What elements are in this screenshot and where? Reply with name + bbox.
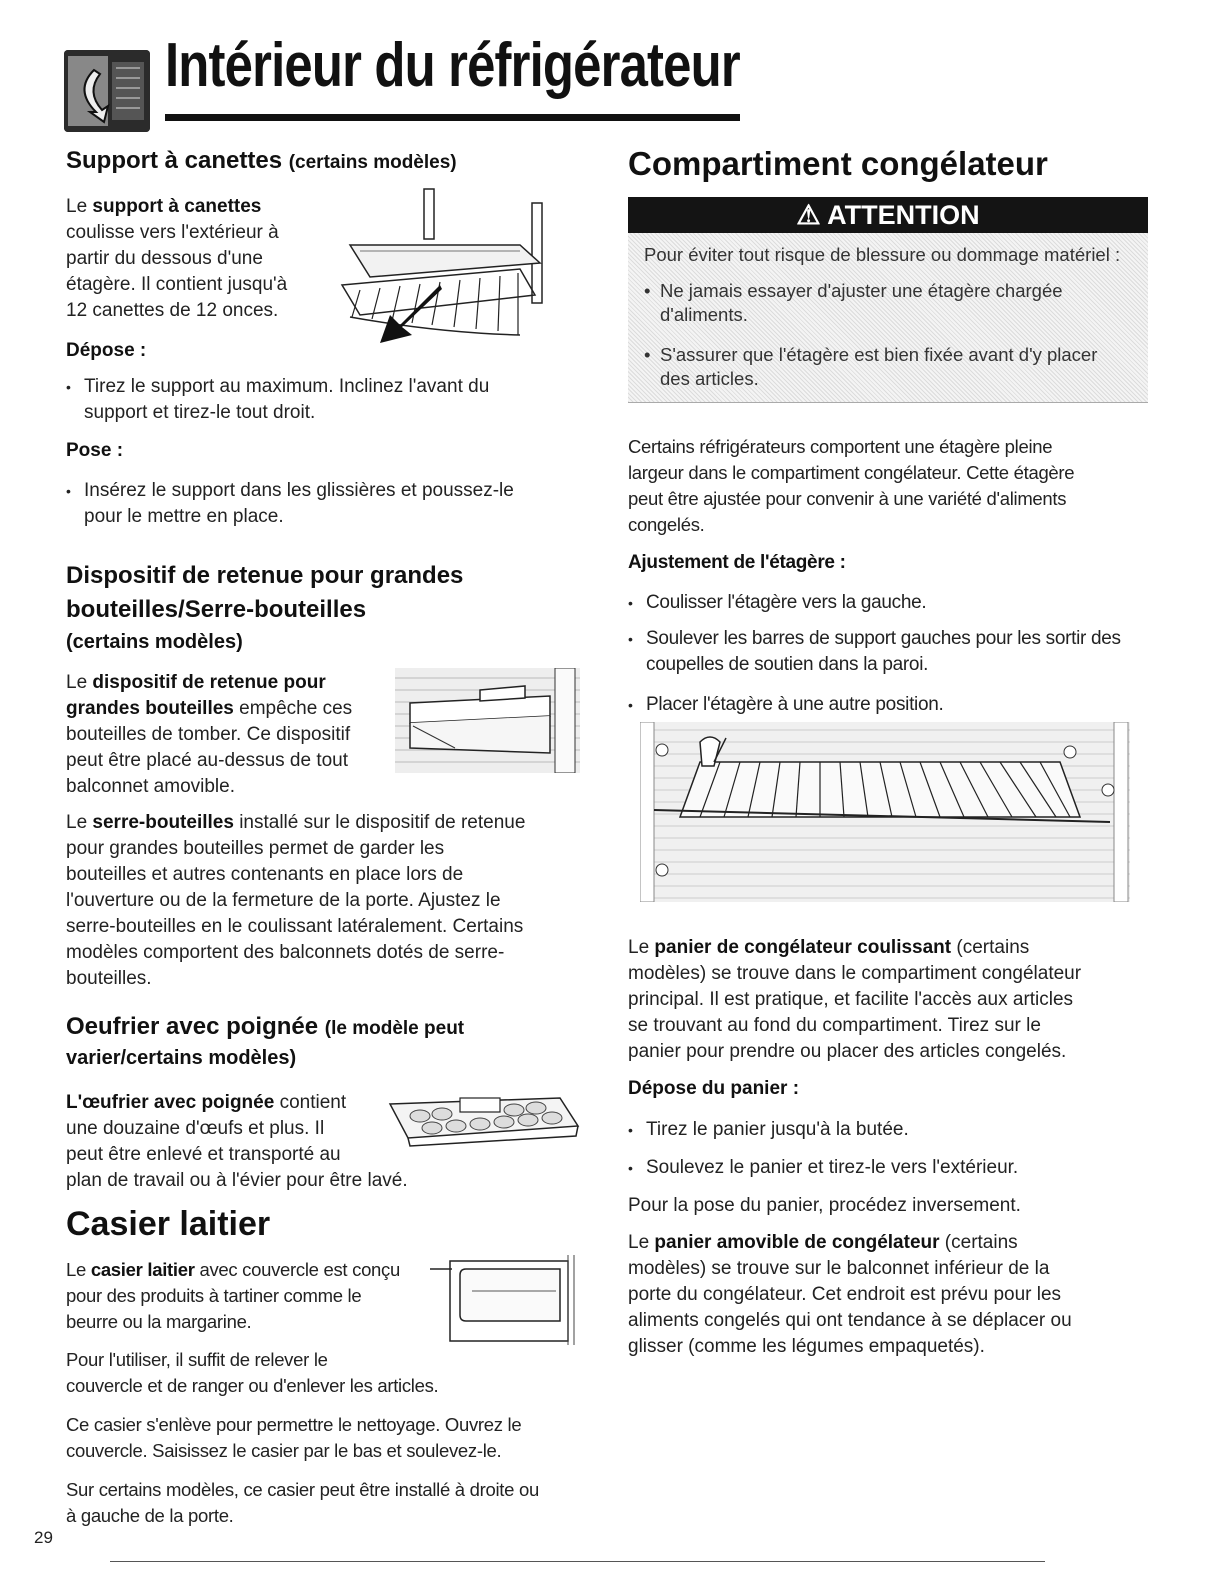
- bullet-line: S'assurer que l'étagère est bien fixée avant d'y placer: [660, 344, 1098, 365]
- dairy-p4: [66, 1477, 586, 1529]
- para-line: peut être enlevé et transporté au: [66, 1144, 341, 1165]
- shelf-adjust-bullet-2: [628, 626, 1148, 678]
- can-rack-intro-prefix: Le: [66, 196, 93, 217]
- attention-intro: Pour éviter tout risque de blessure ou dommage matériel :: [644, 244, 1121, 265]
- para-line: largeur dans le compartiment congélateur. Cette étagère: [628, 462, 1075, 483]
- can-rack-heading: [66, 147, 457, 175]
- text-rest: installé sur le dispositif de retenue: [233, 812, 526, 833]
- para-line: l'ouverture ou de la fermeture de la porte. Ajustez le: [66, 890, 501, 911]
- para-line: serre-bouteilles en le coulissant latéralement. Certains: [66, 916, 524, 937]
- dairy-p3: [66, 1412, 586, 1464]
- sliding-basket-text: [628, 935, 1148, 1065]
- section-icon: [64, 50, 150, 132]
- bullet-line: • Tirez le support au maximum. Inclinez l'avant du: [84, 376, 490, 397]
- shelf-adjust-title: Ajustement de l'étagère :: [628, 552, 846, 573]
- can-rack-intro-line: coulisse vers l'extérieur à: [66, 222, 279, 243]
- para-line: balconnet amovible.: [66, 776, 235, 797]
- para-line: Ce casier s'enlève pour permettre le nettoyage. Ouvrez le: [66, 1414, 522, 1435]
- para-line: Pour l'utiliser, il suffit de relever le: [66, 1349, 328, 1370]
- bold-term: dispositif de retenue pour: [92, 672, 326, 693]
- para-line: bouteilles de tomber. Ce dispositif: [66, 724, 351, 745]
- text-prefix: Le: [628, 937, 655, 958]
- text-prefix: Le: [66, 1259, 91, 1280]
- text-prefix: Le: [628, 1232, 655, 1253]
- para-line: se trouvant au fond du compartiment. Tirez sur le: [628, 1015, 1041, 1036]
- para-line: pour grandes bouteilles permet de garder les: [66, 838, 445, 859]
- egg-tray-heading-note-2: varier/certains modèles): [66, 1047, 297, 1069]
- para-line: peut être placé au-dessus de tout: [66, 750, 349, 771]
- egg-tray-illustration: [380, 1090, 580, 1148]
- bullet-line: • Soulever les barres de support gauches pour les sortir des: [646, 628, 1121, 649]
- bullet-line: pour le mettre en place.: [84, 506, 284, 527]
- shelf-adjust-bullet-1: • Coulisser l'étagère vers la gauche.: [628, 590, 1148, 616]
- door-basket-text: [628, 1230, 1148, 1360]
- para-line: glisser (comme les légumes empaquetés).: [628, 1336, 985, 1357]
- para-line: modèles) se trouve sur le balconnet inférieur de la: [628, 1258, 1050, 1279]
- dairy-illustration: [430, 1255, 580, 1345]
- basket-remove-title: Dépose du panier :: [628, 1078, 800, 1099]
- text-prefix: Le: [66, 812, 93, 833]
- text-rest: avec couvercle est conçu: [194, 1259, 400, 1280]
- para-line: bouteilles et autres contenants en place lors de: [66, 864, 464, 885]
- basket-remove-bullet-1: • Tirez le panier jusqu'à la butée.: [628, 1117, 1148, 1143]
- dairy-p1: [66, 1257, 446, 1335]
- para-line: couvercle. Saisissez le casier par le bas et soulevez-le.: [66, 1440, 502, 1461]
- text-rest: contient: [274, 1092, 347, 1113]
- can-rack-install-bullet: [66, 478, 566, 530]
- basket-remove-bullet-2: • Soulevez le panier et tirez-le vers l'extérieur.: [628, 1155, 1148, 1181]
- bullet-line: d'aliments.: [660, 304, 748, 325]
- footer-rule: [110, 1561, 1045, 1562]
- can-rack-intro: [66, 194, 316, 324]
- attention-label: ATTENTION: [827, 200, 980, 230]
- para-line: modèles) se trouve dans le compartiment congélateur: [628, 963, 1082, 984]
- egg-tray-heading: [66, 1013, 464, 1041]
- egg-tray-heading-note: (le modèle peut: [324, 1018, 465, 1039]
- bullet-line: support et tirez-le tout droit.: [84, 402, 316, 423]
- para-line: Certains réfrigérateurs comportent une étagère pleine: [628, 436, 1053, 457]
- shelf-adjust-bullet-3: • Placer l'étagère à une autre position.: [628, 692, 1148, 718]
- freezer-heading: Compartiment congélateur: [628, 145, 1048, 182]
- para-line: Sur certains modèles, ce casier peut être installé à droite ou: [66, 1479, 539, 1500]
- para-line: à gauche de la porte.: [66, 1505, 234, 1526]
- bottle-retainer-heading-line2: bouteilles/Serre-bouteilles: [66, 596, 367, 623]
- bullet-line: • Insérez le support dans les glissières et poussez-le: [84, 480, 514, 501]
- para-line: pour des produits à tartiner comme le: [66, 1285, 362, 1306]
- page-title: Intérieur du réfrigérateur: [165, 31, 740, 100]
- can-rack-install-title: Pose :: [66, 440, 124, 461]
- can-rack-intro-bold: support à canettes: [92, 196, 262, 217]
- basket-install-text: Pour la pose du panier, procédez inversement.: [628, 1195, 1021, 1216]
- can-rack-intro-line: 12 canettes de 12 onces.: [66, 300, 279, 321]
- freezer-shelf-illustration: [640, 722, 1130, 902]
- para-line: aliments congelés qui ont tendance à se déplacer ou: [628, 1310, 1072, 1331]
- para-line: peut être ajustée pour convenir à une variété d'aliments: [628, 488, 1067, 509]
- can-rack-intro-line: étagère. Il contient jusqu'à: [66, 274, 288, 295]
- can-rack-illustration: [320, 185, 560, 365]
- page-number: 29: [34, 1528, 53, 1547]
- bottle-retainer-p1: [66, 670, 396, 800]
- attention-box: [628, 233, 1148, 403]
- bold-term: grandes bouteilles: [66, 698, 234, 719]
- bold-term: serre-bouteilles: [92, 812, 234, 833]
- para-line: couvercle et de ranger ou d'enlever les articles.: [66, 1375, 439, 1396]
- bottle-retainer-illustration: [395, 668, 580, 773]
- para-line: plan de travail ou à l'évier pour être lavé.: [66, 1170, 408, 1191]
- attention-banner: [628, 197, 1148, 233]
- attention-bullet-1: • Ne jamais essayer d'ajuster une étagère chargée d'aliments.: [644, 280, 1063, 325]
- can-rack-remove-bullet: [66, 374, 566, 426]
- warning-triangle-icon: ⚠: [796, 200, 828, 230]
- bottle-retainer-heading-line1: Dispositif de retenue pour grandes: [66, 562, 464, 589]
- title-underline: [165, 114, 740, 121]
- bold-term: L'œufrier avec poignée: [66, 1092, 275, 1113]
- para-line: modèles comportent des balconnets dotés de serre-: [66, 942, 505, 963]
- para-line: porte du congélateur. Cet endroit est prévu pour les: [628, 1284, 1062, 1305]
- text-prefix: Le: [66, 672, 93, 693]
- text-rest: empêche ces: [233, 698, 353, 719]
- can-rack-heading-text: Support à canettes: [66, 147, 283, 174]
- freezer-shelf-intro: [628, 434, 1148, 538]
- text-rest: (certains: [951, 937, 1030, 958]
- para-line: bouteilles.: [66, 968, 152, 989]
- para-line: beurre ou la margarine.: [66, 1311, 252, 1332]
- bold-term: panier amovible de congélateur: [654, 1232, 940, 1253]
- bold-term: panier de congélateur coulissant: [654, 937, 952, 958]
- para-line: une douzaine d'œufs et plus. Il: [66, 1118, 325, 1139]
- can-rack-remove-title: Dépose :: [66, 340, 147, 361]
- dairy-heading: Casier laitier: [66, 1205, 271, 1243]
- bullet-line: des articles.: [660, 368, 759, 389]
- para-line: panier pour prendre ou placer des articles congelés.: [628, 1041, 1067, 1062]
- para-line: principal. Il est pratique, et facilite l'accès aux articles: [628, 989, 1074, 1010]
- dairy-p2: [66, 1347, 586, 1399]
- bottle-retainer-heading-note: (certains modèles): [66, 631, 243, 653]
- can-rack-heading-note: (certains modèles): [288, 152, 457, 173]
- bold-term: casier laitier: [90, 1259, 195, 1280]
- para-line: congelés.: [628, 514, 705, 535]
- attention-bullet-2: • S'assurer que l'étagère est bien fixée avant d'y placer des articles.: [644, 344, 1098, 389]
- text-rest: (certains: [939, 1232, 1018, 1253]
- can-rack-intro-line: partir du dessous d'une: [66, 248, 263, 269]
- bullet-line: coupelles de soutien dans la paroi.: [646, 654, 929, 675]
- bottle-retainer-p2: [66, 810, 586, 992]
- bullet-line: Ne jamais essayer d'ajuster une étagère chargée: [660, 280, 1063, 301]
- egg-tray-heading-text: Oeufrier avec poignée: [66, 1013, 319, 1040]
